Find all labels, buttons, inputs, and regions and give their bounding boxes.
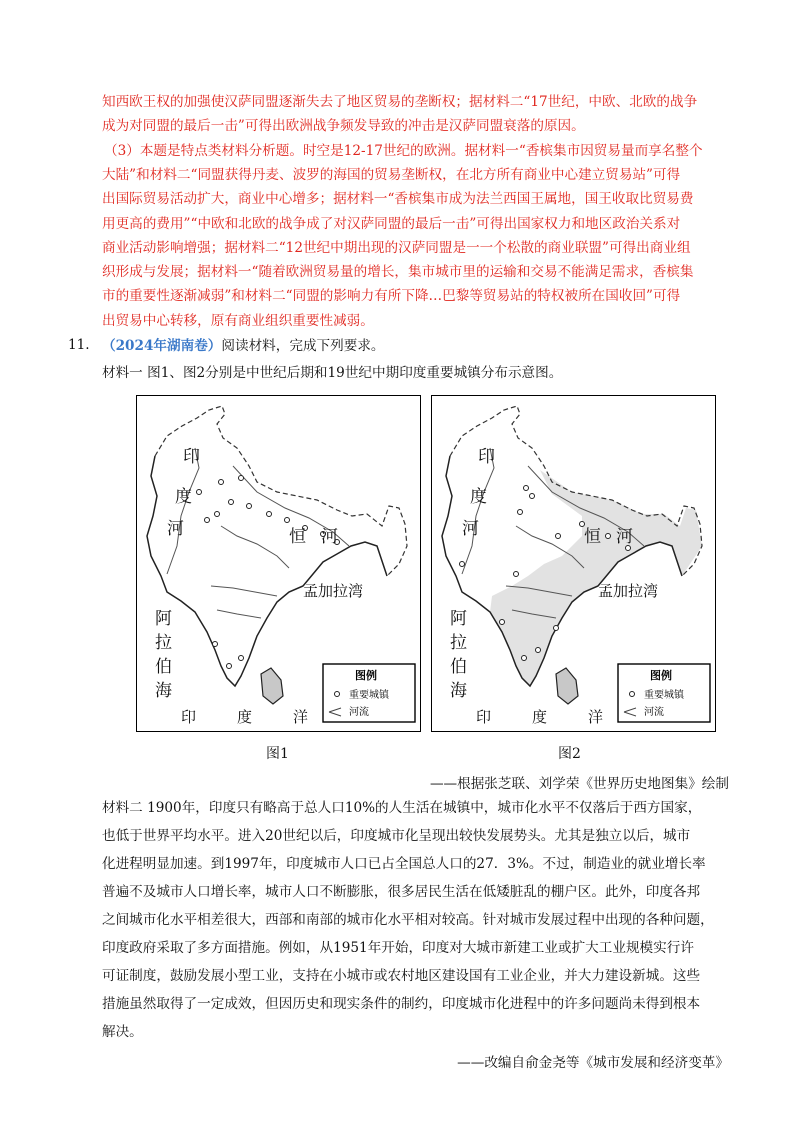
label-he2: 河 [321,527,338,547]
label-he: 河 [167,519,184,539]
river-4 [217,610,261,618]
legend-title: 图例 [355,669,377,682]
label-ocean-yang: 洋 [588,708,604,726]
material2-line: 普遍不及城市人口增长率，城市人口不断膨胀，很多居民生活在低矮脏乱的棚户区。此外，印度各邦 [102,884,701,900]
material1-intro: 材料一 图1、图2分别是中世纪后期和19世纪中期印度重要城镇分布示意图。 [102,365,563,381]
legend-river: 河流 [644,707,664,718]
material2-line: 印度政府采取了多方面措施。例如，从1951年开始，印度对大城市新建工业或扩大工业规模实行许 [102,940,694,956]
legend-2 [618,664,710,722]
label-ocean-yin: 印 [181,708,197,726]
material2-line: 措施虽然取得了一定成效，但因历史和现实条件的制约，印度城市化进程中的许多问题尚未得到根本 [102,996,701,1012]
answer-line: 成为对同盟的最后一击”可得出欧洲战争频发导致的冲击是汉萨同盟衰落的原因。 [102,118,585,135]
label-ocean-du: 度 [532,708,548,726]
question-instruction: 阅读材料，完成下列要求。 [221,338,385,354]
legend-city: 重要城镇 [349,690,389,701]
label-la: 拉 [155,633,172,653]
question-source: （2024年湖南卷） [102,338,222,354]
shaded-region [490,470,702,686]
map-figure-2 [431,395,716,732]
label-a: 阿 [450,609,467,629]
figure-caption-2: 图2 [558,746,581,762]
answer-line: 出国际贸易活动扩大，商业中心增多；据材料一“香槟集市成为法兰西国王属地，国王收取比贸易费 [102,191,694,208]
label-hai: 海 [450,681,467,701]
material2-line: 可证制度，鼓励发展小型工业，支持在小城市或农村地区建设国有工业企业，并大力建设新城。这些 [102,968,701,984]
label-ocean-yin: 印 [476,708,492,726]
label-bengal: 孟加拉湾 [303,582,364,600]
label-la: 拉 [450,633,467,653]
india-map-1 [137,396,420,731]
label-ocean-du: 度 [237,708,253,726]
label-bo: 伯 [450,657,467,677]
answer-line: 大陆”和材料二“同盟获得丹麦、波罗的海国的贸易垄断权，在北方所有商业中心建立贸易站”可得 [102,166,681,183]
legend-title: 图例 [650,669,672,682]
label-he: 河 [462,519,479,539]
answer-line: 市的重要性逐渐减弱”和材料二“同盟的影响力有所下降…巴黎等贸易站的特权被所在国收回”可得 [102,288,681,305]
label-a: 阿 [155,609,172,629]
legend-1 [323,664,415,722]
material2-line: 材料二 1900年，印度只有略高于总人口10%的人生活在城镇中，城市化水平不仅落后于西方国家， [102,800,702,816]
label-yin: 印 [478,447,495,467]
sri-lanka [556,668,578,704]
answer-line: （3）本题是特点类材料分析题。时空是12-17世纪的欧洲。据材料一“香槟集市因贸易量而享名整个 [104,142,703,159]
label-ocean-yang: 洋 [293,708,309,726]
map-source: ——根据张芝联、刘学荣《世界历史地图集》绘制 [429,776,729,792]
legend-river: 河流 [349,707,369,718]
figure-caption-1: 图1 [266,746,289,762]
label-heng: 恒 [584,527,601,547]
label-du: 度 [175,487,192,507]
answer-line: 织形成与发展；据材料一“随着欧洲贸易量的增长，集市城市里的运输和交易不能满足需求，香槟集 [102,264,694,281]
material2-line: 也低于世界平均水平。进入20世纪以后，印度城市化呈现出较快发展势头。尤其是独立以后，城市 [102,828,691,844]
material2-source: ——改编自俞金尧等《城市发展和经济变革》 [457,1055,729,1071]
label-bo: 伯 [155,657,172,677]
river-3 [211,586,277,596]
india-map-2 [432,396,715,731]
label-du: 度 [470,487,487,507]
answer-line: 知西欧王权的加强使汉萨同盟逐渐失去了地区贸易的垄断权；据材料二“17世纪，中欧、北欧的战争 [102,94,698,110]
label-hai: 海 [155,681,172,701]
legend-city: 重要城镇 [644,690,684,701]
border-outline [155,406,407,576]
label-he2: 河 [616,527,633,547]
answer-line: 用更高的费用”“中欧和北欧的战争成了对汉萨同盟的最后一击”可得出国家权力和地区政治关系对 [102,215,681,232]
label-yin: 印 [183,447,200,467]
answer-line: 商业活动影响增强；据材料二“12世纪中期出现的汉萨同盟是一一个松散的商业联盟”可得出商业组 [102,239,691,256]
label-heng: 恒 [289,527,306,547]
river-2 [221,526,289,568]
label-bengal: 孟加拉湾 [598,582,659,600]
cities-1 [197,476,340,669]
answer-line: 出贸易中心转移，原有商业组织重要性减弱。 [102,312,374,329]
material2-line: 解决。 [102,1024,143,1040]
question-number: 11. [68,337,90,353]
map-figure-1 [136,395,421,732]
sri-lanka [261,668,283,704]
material2-line: 化进程明显加速。到1997年，印度城市人口已占全国总人口的27．3%。不过，制造业的就业增长率 [102,856,706,872]
material2-line: 之间城市化水平相差很大，西部和南部的城市化水平相对较高。针对城市发展过程中出现的各种问题， [102,912,714,928]
question-header [102,337,385,355]
